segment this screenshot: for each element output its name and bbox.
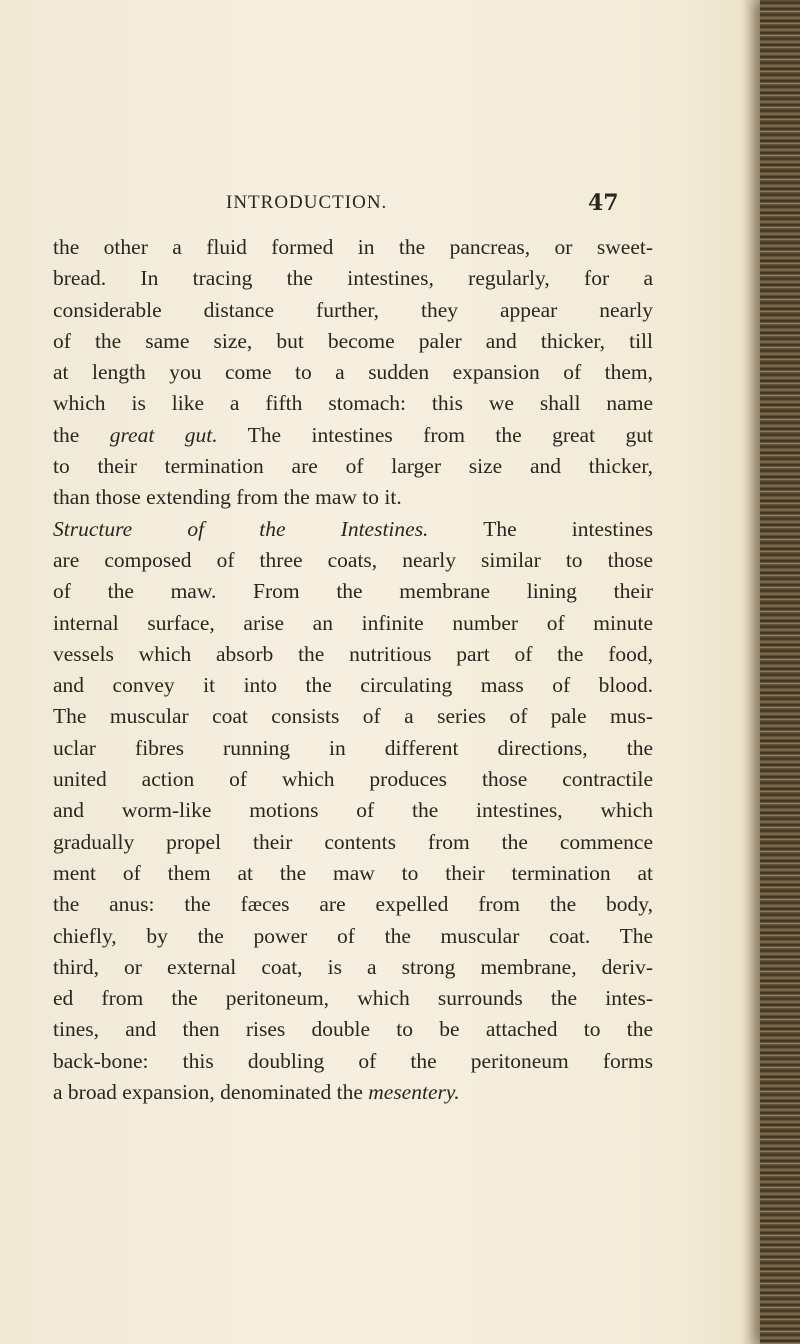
text-segment: at length you come to a sudden expansion of them,	[53, 360, 653, 385]
text-segment: internal surface, arise an infinite number of minute	[53, 610, 653, 635]
text-line	[53, 388, 653, 419]
page-number: 47	[588, 190, 619, 216]
text-segment: of the maw. From the membrane lining their	[53, 579, 653, 604]
text-line	[53, 733, 653, 764]
text-segment: third, or external coat, is a strong membrane, deriv-	[53, 954, 653, 979]
text-segment: and worm-like motions of the intestines, which	[53, 798, 653, 823]
text-line	[53, 764, 653, 795]
text-line	[53, 670, 653, 701]
text-line	[53, 1014, 653, 1045]
text-line	[53, 576, 653, 607]
text-segment: the anus: the fæces are expelled from the body,	[53, 892, 653, 917]
running-title: INTRODUCTION.	[226, 192, 388, 213]
text-line	[53, 545, 653, 576]
text-line	[53, 357, 653, 388]
text-line	[53, 983, 653, 1014]
text-line	[53, 795, 653, 826]
page-gutter-shadow	[742, 0, 760, 1344]
text-line	[53, 451, 653, 482]
book-spine	[760, 0, 800, 1344]
text-line	[53, 952, 653, 983]
text-line	[53, 514, 653, 545]
text-segment: of the same size, but become paler and thicker, till	[53, 328, 653, 353]
text-segment: united action of which produces those contractile	[53, 767, 653, 792]
text-segment: gradually propel their contents from the commence	[53, 829, 653, 854]
text-segment: are composed of three coats, nearly similar to those	[53, 547, 653, 572]
text-segment: which is like a fifth stomach: this we shall name	[53, 391, 653, 416]
text-body	[53, 232, 653, 1108]
text-line	[53, 295, 653, 326]
text-segment: ed from the peritoneum, which surrounds the intes-	[53, 986, 653, 1011]
text-line	[53, 889, 653, 920]
text-line	[53, 1046, 653, 1077]
running-header	[226, 192, 666, 220]
italic-phrase: great gut.	[109, 422, 218, 447]
italic-phrase: mesentery.	[368, 1080, 460, 1105]
text-segment: tines, and then rises double to be attached to the	[53, 1017, 653, 1042]
text-segment: a broad expansion, denominated the	[53, 1080, 369, 1105]
text-line	[53, 858, 653, 889]
text-segment: The intestines	[428, 516, 653, 541]
text-line	[53, 482, 653, 513]
text-segment: bread. In tracing the intestines, regularly, for a	[53, 266, 653, 291]
text-segment: to their termination are of larger size and thicker,	[53, 454, 653, 479]
text-segment: the	[53, 422, 110, 447]
text-segment: vessels which absorb the nutritious part of the food,	[53, 641, 653, 666]
text-line	[53, 921, 653, 952]
text-line	[53, 827, 653, 858]
text-line	[53, 701, 653, 732]
text-line	[53, 263, 653, 294]
text-segment: The intestines from the great gut	[217, 422, 653, 447]
text-line	[53, 420, 653, 451]
text-segment: ment of them at the maw to their termination at	[53, 860, 653, 885]
text-segment: than those extending from the maw to it.	[53, 485, 402, 510]
text-segment: considerable distance further, they appear nearly	[53, 297, 653, 322]
text-segment: back-bone: this doubling of the peritoneum forms	[53, 1048, 653, 1073]
text-segment: and convey it into the circulating mass of blood.	[53, 673, 653, 698]
text-line	[53, 608, 653, 639]
text-line	[53, 326, 653, 357]
text-line	[53, 1077, 653, 1108]
text-segment: The muscular coat consists of a series of pale mus-	[53, 704, 653, 729]
text-line	[53, 232, 653, 263]
text-segment: the other a fluid formed in the pancreas, or sweet-	[53, 235, 653, 259]
text-line	[53, 639, 653, 670]
text-segment: chiefly, by the power of the muscular coat. The	[53, 923, 653, 948]
text-segment: uclar fibres running in different directions, the	[53, 735, 653, 760]
italic-phrase: Structure of the Intestines.	[53, 516, 429, 541]
